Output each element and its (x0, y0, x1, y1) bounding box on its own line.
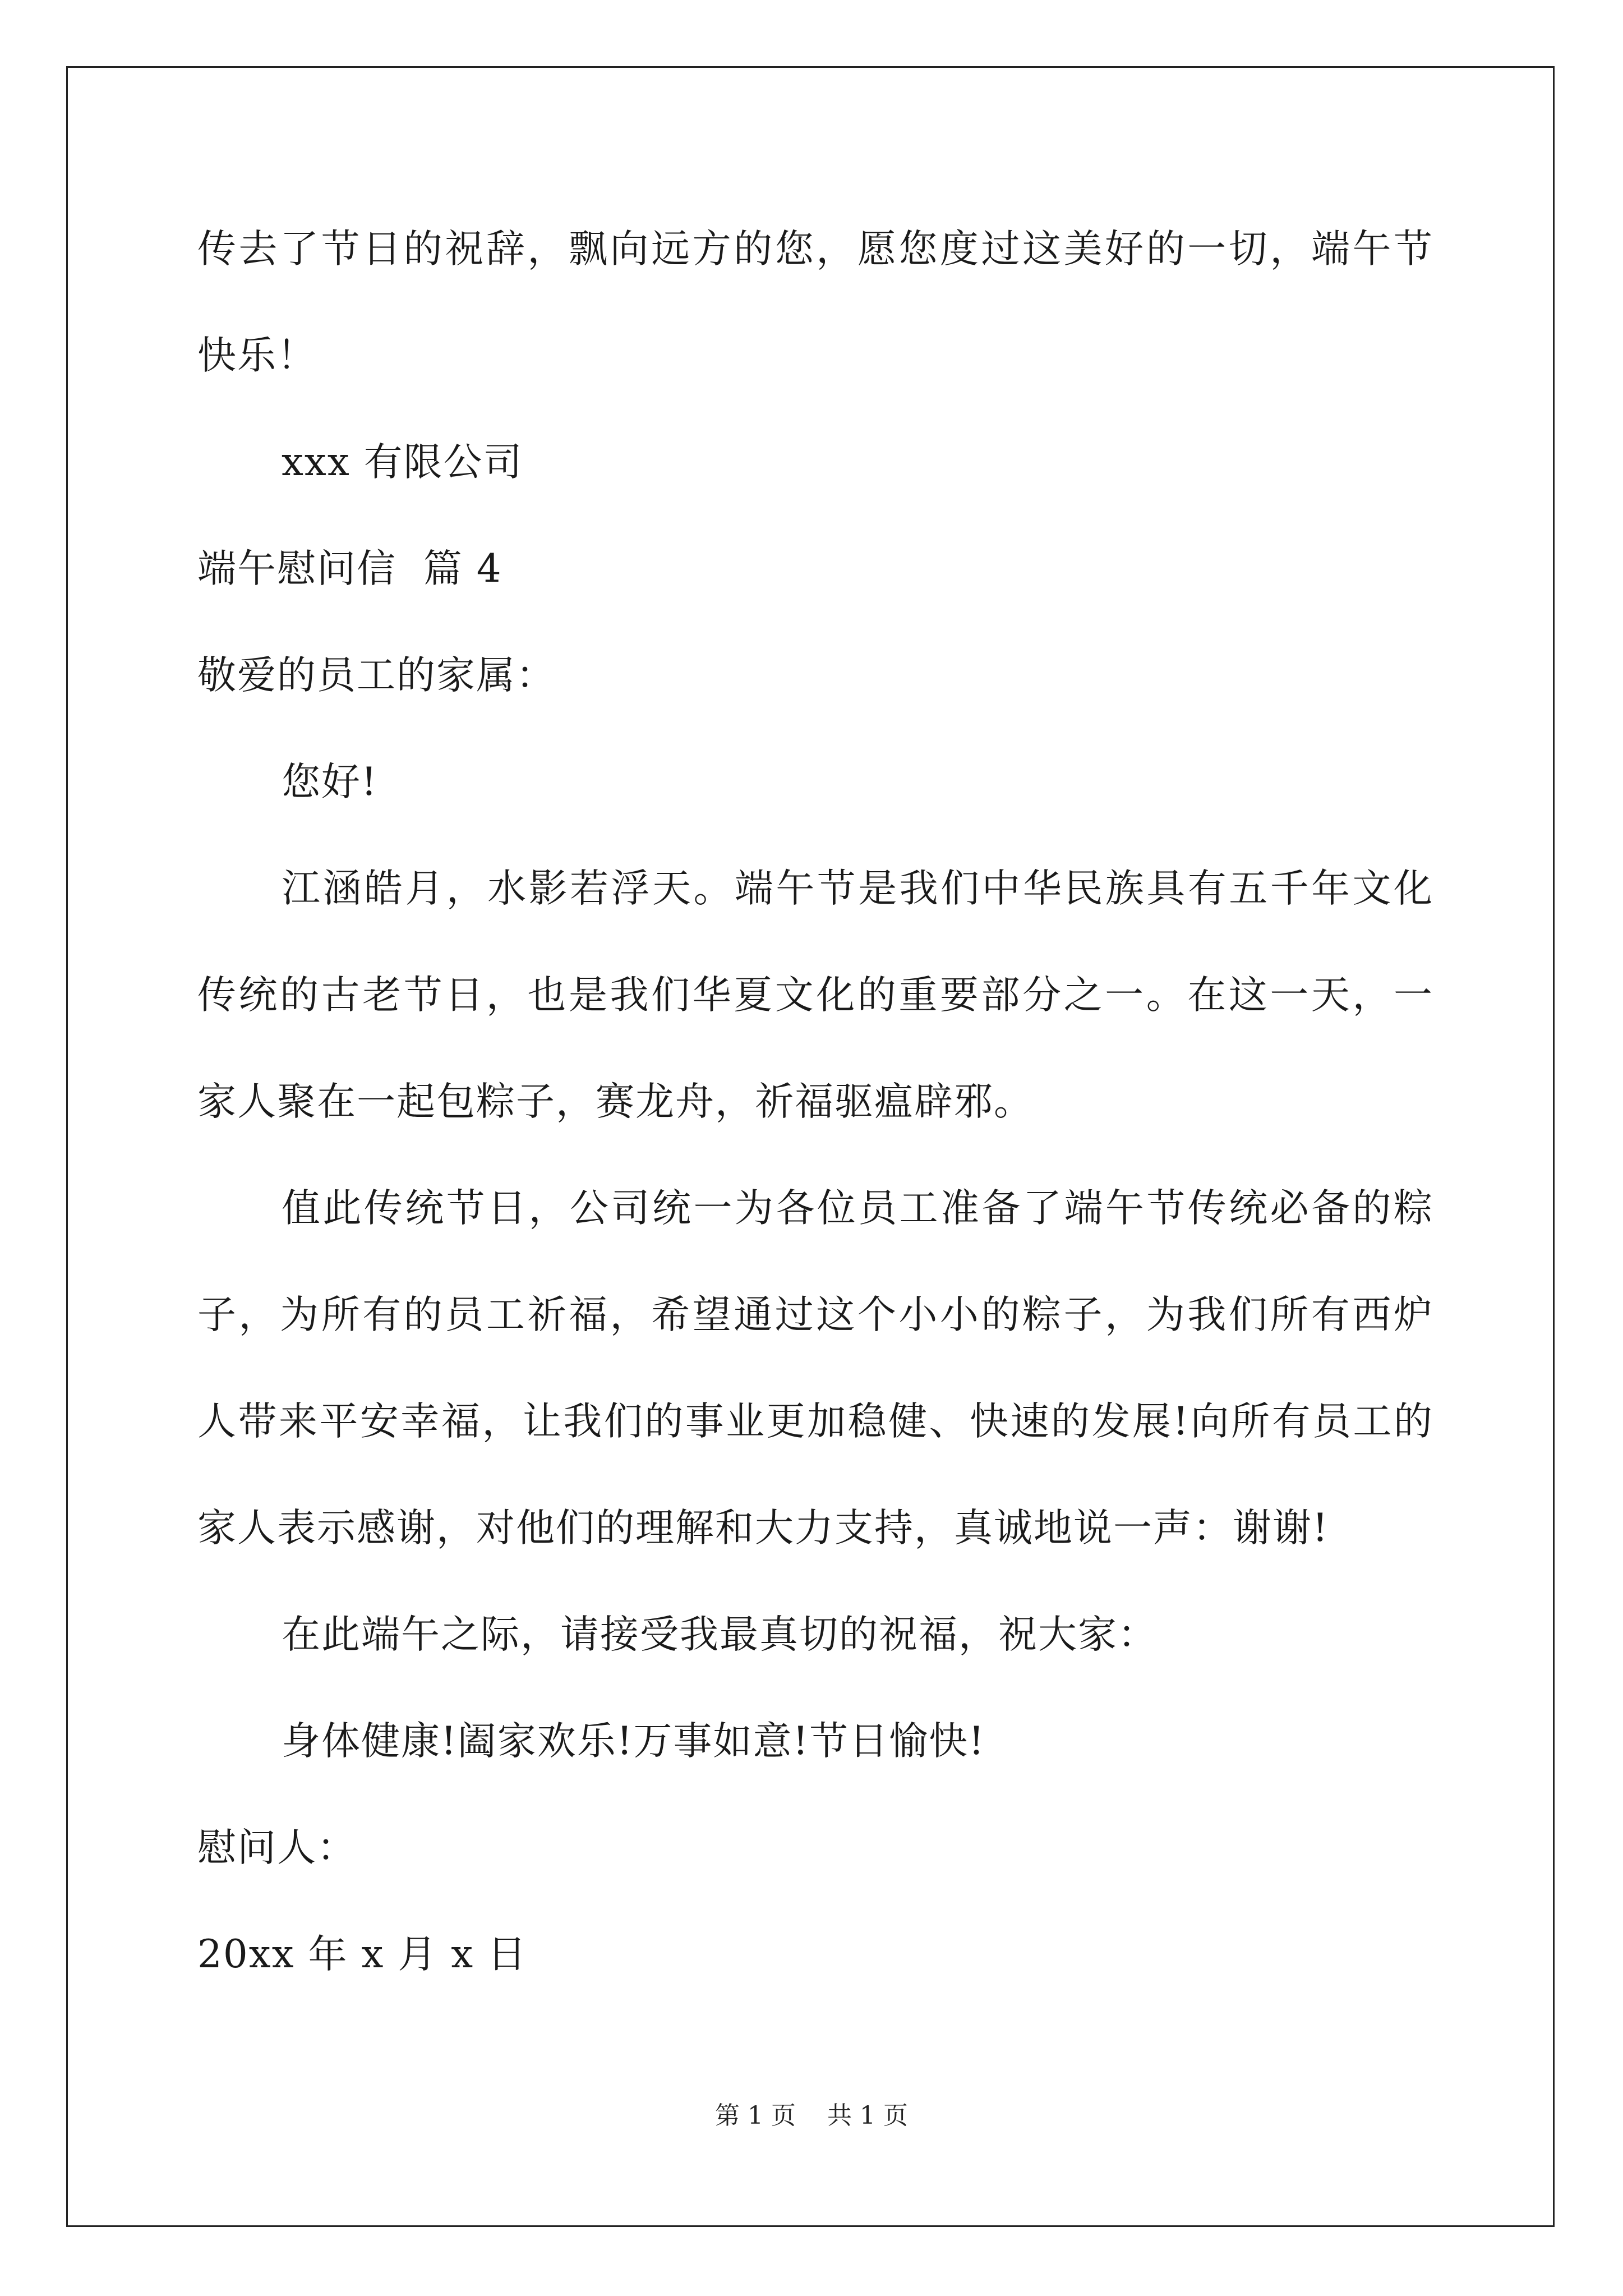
wishes-line: 身体健康!阖家欢乐!万事如意!节日愉快! (282, 1719, 985, 1764)
salutation: 敬爱的员工的家属： (197, 653, 556, 698)
paragraph-line: 家人聚在一起包粽子，赛龙舟，祈福驱瘟辟邪。 (197, 1079, 1034, 1124)
paragraph-line: 人带来平安幸福，让我们的事业更加稳健、快速的发展!向所有员工的 (197, 1399, 1433, 1444)
page-number: 第 1 页 (715, 2101, 796, 2130)
section-heading: 端午慰问信 篇 4 (197, 546, 502, 591)
signature-label: 慰问人： (197, 1825, 357, 1870)
greeting: 您好! (282, 760, 378, 804)
paragraph-line: 江涵皓月，水影若浮天。端午节是我们中华民族具有五千年文化 (282, 866, 1433, 911)
paragraph-line: 快乐！ (197, 333, 317, 378)
paragraph-line: 传去了节日的祝辞，飘向远方的您，愿您度过这美好的一切，端午节 (197, 227, 1433, 272)
paragraph-line: 传统的古老节日，也是我们华夏文化的重要部分之一。在这一天，一 (197, 973, 1433, 1018)
paragraph-line: 家人表示感谢，对他们的理解和大力支持，真诚地说一声：谢谢! (197, 1506, 1329, 1550)
page-border (66, 66, 1555, 2227)
page-footer (0, 2095, 1623, 2131)
paragraph-line: 值此传统节日，公司统一为各位员工准备了端午节传统必备的粽 (282, 1186, 1433, 1231)
company-name: xxx 有限公司 (282, 440, 523, 485)
page-total: 共 1 页 (827, 2101, 908, 2130)
date-line: 20xx 年 x 月 x 日 (197, 1932, 528, 1977)
paragraph-line: 子，为所有的员工祈福，希望通过这个小小的粽子，为我们所有西炉 (197, 1292, 1433, 1337)
paragraph-line: 在此端午之际，请接受我最真切的祝福，祝大家： (282, 1612, 1158, 1657)
